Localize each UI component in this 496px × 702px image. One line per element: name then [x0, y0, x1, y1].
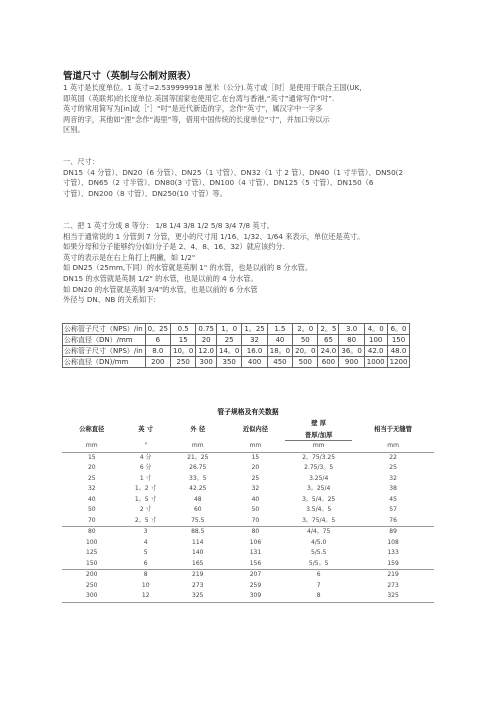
spec-cell: 108	[387, 538, 399, 546]
spec-cell: 8	[285, 591, 352, 602]
ref-cell: 65	[318, 335, 339, 346]
spec-cell: 3	[122, 527, 170, 538]
spec-cell: 10	[141, 581, 150, 589]
spec-cell: 15	[226, 452, 286, 463]
header-approx-id: 近似内径	[242, 425, 269, 433]
unit-cell: mm	[249, 441, 262, 449]
table-row	[62, 452, 434, 463]
table-row	[62, 527, 434, 538]
ref-cell: 6。0	[387, 324, 410, 335]
spec-cell: 3.5/4。5	[306, 506, 332, 513]
spec-cell: 6	[143, 559, 148, 567]
table-row	[62, 559, 434, 570]
header-dn: 公称直径	[79, 425, 105, 433]
spec-cell: 6 分	[139, 464, 152, 471]
spec-cell: 4/5.0	[310, 538, 327, 546]
ref-cell: 80	[339, 335, 364, 346]
ref-table-row	[63, 335, 410, 346]
spec-cell: 325	[352, 591, 434, 602]
intro-line: 两音的字，其他如“浬”念作“海里”等，借用中国传统的长度单位“寸”，并加口旁以示	[63, 114, 330, 124]
spec-cell: 150	[86, 559, 98, 567]
spec-cell: 309	[226, 591, 286, 602]
nps-dn-reference-table	[62, 323, 410, 368]
ref-table-row	[63, 324, 410, 335]
ref-cell: 16.0	[242, 346, 267, 357]
spec-cell: 80	[226, 527, 286, 538]
ref-cell: 1.5	[267, 324, 292, 335]
ref-cell: 1200	[387, 357, 410, 368]
spec-cell: 7	[316, 581, 321, 589]
section-2-line: 如果分母和分子能够约分(如)分子是 2、4、8、16、32）就应该约分.	[63, 242, 285, 252]
table-row	[62, 516, 434, 527]
ref-row-label: 公称直径（DN）/mm	[63, 335, 146, 346]
ref-cell: 450	[267, 357, 292, 368]
spec-cell: 250	[86, 581, 98, 589]
section-1-line: DN15（4 分管）、DN20（6 分管）、DN25（1 寸管）、DN32（1 寸 2 管）、DN40（1 寸半管）、DN50(2	[63, 167, 404, 177]
spec-cell: 159	[387, 559, 399, 567]
spec-cell: 2.75/3。5	[304, 464, 334, 471]
spec-table-caption: 管子规格及有关数据	[217, 408, 279, 416]
unit-cell: mm	[312, 442, 325, 449]
section-1-line: 寸管）、DN200（8 寸管）、DN250(10 寸管）等。	[63, 188, 227, 198]
unit-cell: mm	[191, 441, 204, 449]
spec-cell: 1。2 寸	[134, 485, 157, 492]
intro-paragraph	[63, 83, 435, 136]
intro-line: 即英国（英联邦)的长度单位.美国等国家也使用它.在台湾与香港,“英寸”通常写作“吋”.	[63, 93, 335, 103]
spec-cell: 75.5	[191, 516, 205, 524]
ref-cell: 100	[364, 335, 387, 346]
table-row	[62, 548, 434, 559]
ref-cell: 150	[387, 335, 410, 346]
spec-cell: 114	[192, 538, 204, 546]
spec-cell: 2 寸	[139, 506, 152, 513]
spec-cell: 259	[249, 581, 262, 589]
ref-cell: 42.0	[364, 346, 387, 357]
ref-cell: 3.0	[339, 324, 364, 335]
ref-cell: 36。0	[339, 346, 364, 357]
spec-cell: 42.25	[189, 485, 207, 492]
spec-cell: 140	[192, 549, 204, 556]
ref-cell: 400	[242, 357, 267, 368]
spec-cell: 20	[251, 464, 260, 471]
spec-cell: 3.25/4	[309, 474, 329, 482]
spec-cell: 48	[193, 495, 202, 503]
header-od: 外 径	[190, 425, 206, 433]
spec-cell: 125	[86, 549, 98, 556]
ref-cell: 10。0	[171, 346, 196, 357]
ref-row-label: 公称直径（DN)/mm	[63, 357, 146, 368]
spec-cell: 33。5	[189, 474, 207, 482]
ref-cell: 2。5	[318, 324, 339, 335]
spec-cell: 50	[251, 506, 260, 513]
table-row	[62, 505, 434, 516]
spec-cell: 8	[122, 570, 170, 581]
spec-cell: 40	[251, 495, 260, 503]
spec-cell: 3。5/4。25	[302, 495, 336, 503]
ref-cell: 2。0	[293, 324, 318, 335]
header-wall: 壁 厚	[311, 419, 327, 427]
spec-cell: 89	[352, 527, 434, 538]
spec-cell: 45	[389, 495, 397, 503]
spec-cell: 3。25/4	[307, 485, 331, 492]
spec-cell: 207	[226, 570, 286, 581]
units-row	[62, 441, 434, 453]
spec-cell: 325	[170, 591, 226, 602]
spec-cell: 219	[170, 570, 226, 581]
ref-cell: 0.75	[196, 324, 217, 335]
header-wall-sub: 普厚/加厚	[285, 428, 352, 441]
section-2-line: 英寸的表示是在右上角打上两撇，如 1/2"	[63, 252, 196, 262]
spec-cell: 22	[352, 452, 434, 463]
intro-line: 英寸的常用简写为[in]或［″］“吋”是近代新造的字，念作“英寸”，属汉字中一字多	[63, 104, 323, 114]
spec-cell: 156	[249, 559, 262, 567]
spec-cell: 219	[352, 570, 434, 581]
ref-cell: 4。0	[364, 324, 387, 335]
spec-cell: 70	[87, 516, 96, 524]
ref-table-row	[63, 346, 410, 357]
spec-cell: 100	[86, 538, 98, 546]
spec-cell: 40	[87, 495, 96, 503]
section-2-line: 如 DN20 的水管就是英制 3/4"的水管，也是以前的 6 分水管	[63, 284, 258, 294]
ref-cell: 32	[242, 335, 267, 346]
spec-cell: 25	[87, 474, 96, 482]
ref-cell: 20。0	[293, 346, 318, 357]
spec-cell: 3。75/4。5	[302, 516, 336, 524]
ref-cell: 6	[145, 335, 170, 346]
section-2	[63, 221, 435, 306]
intro-line: 区别。	[63, 125, 85, 135]
table-row	[62, 581, 434, 592]
spec-cell: 6	[285, 570, 352, 581]
unit-cell: mm	[85, 441, 98, 449]
ref-cell: 1。0	[216, 324, 241, 335]
spec-cell: 21。25	[170, 452, 226, 463]
spec-cell: 273	[192, 581, 204, 589]
spec-cell: 26.75	[189, 464, 207, 471]
spec-cell: 80	[62, 527, 122, 538]
spec-cell: 25	[389, 464, 397, 471]
section-1	[63, 157, 435, 199]
section-2-line: DN15 的水管就是英制 1/2" 的水管，也是以前的 4 分水管。	[63, 273, 258, 283]
unit-cell: mm	[387, 441, 399, 449]
table-row	[62, 474, 434, 485]
spec-cell: 131	[249, 549, 262, 556]
table-row	[62, 484, 434, 495]
ref-cell: 48.0	[387, 346, 410, 357]
spec-cell: 12	[122, 591, 170, 602]
document-title: 管道尺寸（英制与公制对照表）	[63, 71, 197, 82]
table-row	[62, 463, 434, 474]
spec-cell: 5/5.5	[310, 549, 327, 556]
table-row	[62, 591, 434, 602]
spec-cell: 32	[87, 485, 96, 492]
ref-row-label: 公称管子尺寸（NPS）/in	[63, 324, 146, 335]
spec-cell: 4/4。75	[285, 527, 352, 538]
ref-cell: 200	[145, 357, 170, 368]
intro-line: 1 英寸是长度单位。1 英寸=2.539999918 厘米（公分).英寸或［时］是使用于联合王国(UK,	[63, 83, 362, 92]
section-2-line: 相当于通常说的 1 分管到 7 分管，更小的尺寸用 1/16、1/32、1/64 来表示，单位还是英寸。	[63, 231, 365, 241]
spec-cell: 273	[387, 581, 399, 589]
ref-cell: 18。0	[267, 346, 292, 357]
ref-cell: 50	[293, 335, 318, 346]
spec-cell: 60	[193, 506, 202, 513]
unit-cell: "	[144, 441, 148, 449]
pipe-spec-table	[62, 416, 434, 603]
section-2-line: 如 DN25（25mm,下同）的水管就是英制 1" 的水管，也是以前的 8 分水管。	[63, 263, 313, 273]
table-row	[62, 570, 434, 581]
ref-cell: 350	[216, 357, 241, 368]
spec-cell: 32	[251, 485, 260, 492]
ref-cell: 0.5	[171, 324, 196, 335]
table-row	[62, 495, 434, 506]
ref-cell: 1。25	[242, 324, 267, 335]
ref-cell: 250	[171, 357, 196, 368]
spec-cell: 5/5。5	[308, 559, 329, 567]
ref-row-label: 公称管子尺寸（NPS）/in	[63, 346, 146, 357]
ref-cell: 300	[196, 357, 217, 368]
ref-cell: 900	[339, 357, 364, 368]
ref-cell: 15	[171, 335, 196, 346]
spec-cell: 300	[62, 591, 122, 602]
ref-cell: 500	[293, 357, 318, 368]
ref-cell: 40	[267, 335, 292, 346]
spec-cell: 15	[62, 452, 122, 463]
spec-cell: 2。75/3.25	[285, 452, 352, 463]
section-1-heading: 一、尺寸：	[63, 157, 99, 166]
ref-cell: 0。25	[145, 324, 170, 335]
spec-cell: 2。5 寸	[134, 516, 157, 524]
spec-cell: 57	[389, 506, 397, 513]
spec-cell: 20	[87, 464, 96, 471]
ref-cell: 14。0	[216, 346, 241, 357]
section-2-heading: 二、把 1 英寸分成 8 等分： 1/8 1/4 3/8 1/2 5/8 3/4 7/8 英寸。	[63, 221, 274, 230]
spec-cell: 88.5	[170, 527, 226, 538]
section-1-line: 寸管）、DN65（2 寸半管）、DN80(3 寸管）、DN100（4 寸管）、DN125（5 寸管）、DN150（6	[63, 178, 374, 188]
spec-cell: 32	[389, 474, 397, 482]
ref-cell: 8.0	[145, 346, 170, 357]
ref-cell: 12.0	[196, 346, 217, 357]
ref-cell: 20	[196, 335, 217, 346]
ref-cell: 600	[318, 357, 339, 368]
header-inch: 英 寸	[138, 425, 154, 433]
section-2-line: 外径与 DN、NB 的关系如下:	[63, 295, 156, 305]
spec-cell: 70	[251, 516, 260, 524]
spec-cell: 38	[389, 485, 397, 492]
spec-cell: 50	[87, 506, 96, 513]
ref-table-row	[63, 357, 410, 368]
ref-cell: 24.0	[318, 346, 339, 357]
spec-cell: 1。5 寸	[134, 495, 157, 503]
ref-cell: 1000	[364, 357, 387, 368]
spec-cell: 133	[387, 549, 399, 556]
table-row	[62, 538, 434, 549]
spec-cell: 4 分	[122, 452, 170, 463]
spec-cell: 165	[192, 559, 204, 567]
spec-cell: 4	[143, 538, 148, 546]
spec-cell: 5	[143, 549, 148, 556]
spec-cell: 1 寸	[139, 474, 152, 482]
header-seamless: 相当于无缝管	[374, 425, 412, 433]
spec-cell: 76	[389, 516, 397, 524]
spec-cell: 25	[251, 474, 260, 482]
ref-cell: 25	[216, 335, 241, 346]
spec-cell: 106	[249, 538, 262, 546]
spec-cell: 200	[62, 570, 122, 581]
